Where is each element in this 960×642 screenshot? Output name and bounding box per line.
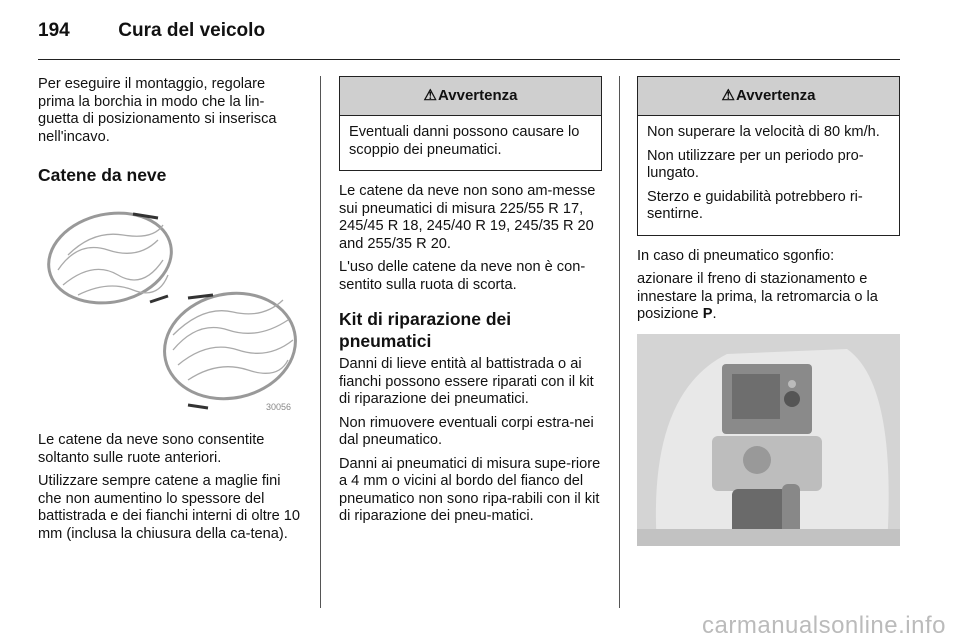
mounting-paragraph: Per eseguire il montaggio, regolare prima la borchia in modo che la lin-guetta di posizionamento si inserisca nell'incavo.	[38, 76, 277, 145]
flat-tire-paragraph: In caso di pneumatico sgonfio:	[637, 247, 835, 264]
warning-title: Avvertenza	[735, 87, 816, 105]
warning-text: Eventuali danni possono causare lo scoppio dei pneumatici.	[349, 124, 580, 158]
warning-triangle-icon: ⚠	[721, 87, 735, 105]
header-rule	[38, 59, 900, 60]
repair-kit-paragraph: Danni di lieve entità al battistrada o ai fianchi possono essere riparati con il kit di riparazione dei pneumatici.	[339, 356, 594, 407]
tire-sizes-paragraph: Le catene da neve non sono am-messe sui pneumatici di misura 225/55 R 17, 245/45 R 18, 245/40 R 19, 245/35 R 20 and 255/35 R 20.	[339, 183, 596, 252]
watermark: carmanualsonline.info	[702, 612, 946, 639]
snow-chains-illustration	[38, 200, 302, 416]
warning-body	[638, 116, 899, 235]
damage-size-paragraph: Danni ai pneumatici di misura supe-riore a 4 mm o vicini al bordo del fianco del pneumatico non sono ripa-rabili con il kit di riparazione dei pneu-matici.	[339, 455, 601, 524]
speed-limit-text: Non superare la velocità di 80 km/h.	[647, 124, 880, 140]
fine-chain-paragraph: Utilizzare sempre catene a maglie fini che non aumentino lo spessore del battistrada e dei fianchi interni di oltre 10 mm (inclusa la chiusura della ca-tena).	[38, 473, 301, 542]
warning-box-2	[637, 76, 900, 236]
duration-text: Non utilizzare per un periodo pro-lungato.	[647, 147, 864, 181]
parking-brake-paragraph: azionare il freno di stazionamento e innestare la prima, la retromarcia o la posizione P.	[637, 271, 878, 322]
repair-kit-photo	[637, 334, 900, 546]
column-2	[339, 76, 602, 532]
repair-kit-heading: Kit di riparazione dei pneumatici	[339, 309, 512, 351]
page-number: 194	[38, 20, 70, 41]
steering-text: Sterzo e guidabilità potrebbero ri-sentirne.	[647, 188, 863, 222]
repair-kit-drawing	[637, 334, 900, 546]
warning-body	[340, 116, 601, 170]
warning-box-1	[339, 76, 602, 171]
spare-wheel-paragraph: L'uso delle catene da neve non è con-sentito sulla ruota di scorta.	[339, 259, 586, 293]
snow-chains-heading: Catene da neve	[38, 165, 167, 185]
page-header	[38, 20, 265, 42]
column-divider-1	[320, 76, 321, 608]
snow-chains-drawing	[38, 200, 302, 416]
warning-title: Avvertenza	[437, 87, 518, 105]
foreign-bodies-paragraph: Non rimuovere eventuali corpi estra-nei dal pneumatico.	[339, 414, 594, 448]
warning-header	[638, 77, 899, 116]
front-wheels-paragraph: Le catene da neve sono consentite soltanto sulle ruote anteriori.	[38, 432, 265, 466]
page-title: Cura del veicolo	[118, 20, 266, 41]
warning-header	[340, 77, 601, 116]
warning-triangle-icon: ⚠	[423, 87, 437, 105]
column-1	[38, 76, 302, 549]
image-number: 30056	[266, 402, 292, 412]
column-3	[637, 76, 900, 546]
column-divider-2	[619, 76, 620, 608]
